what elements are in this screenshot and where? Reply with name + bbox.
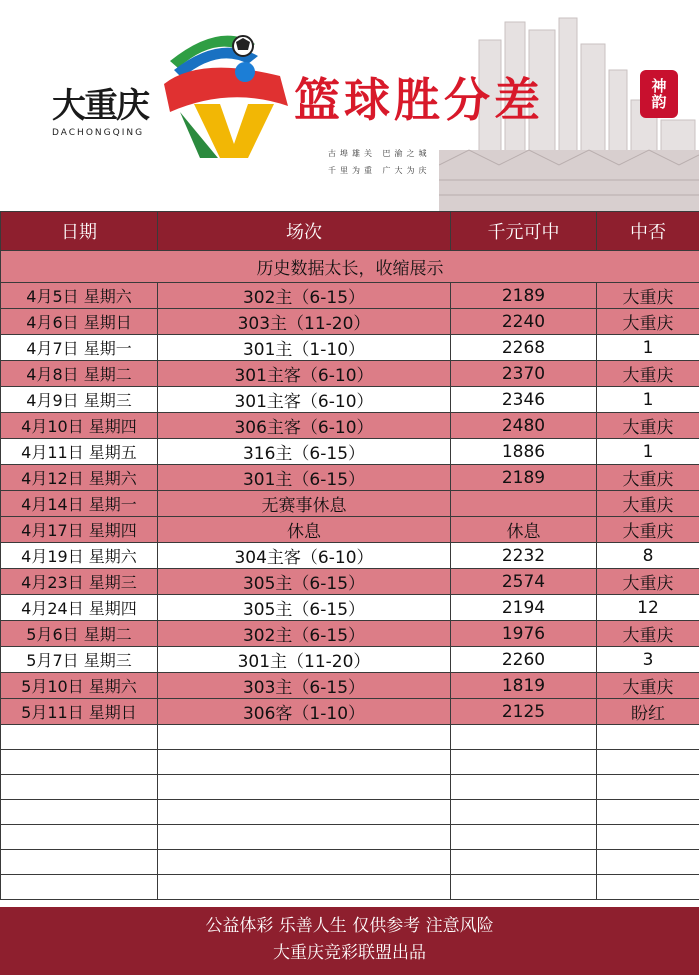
empty-row [1,875,699,900]
cell-amount: 2125 [451,699,597,725]
cell-amount: 1819 [451,673,597,699]
cell-match: 301主（1-10） [158,335,451,361]
cell-date: 4月23日 星期三 [1,569,158,595]
cell-date: 4月12日 星期六 [1,465,158,491]
cell-result: 8 [597,543,699,569]
cell-amount: 2260 [451,647,597,673]
cell-result: 3 [597,647,699,673]
notice-text: 历史数据太长，收缩展示 [1,251,699,283]
collapsed-history-notice[interactable] [1,251,699,283]
cell-amount: 2370 [451,361,597,387]
cell-match: 304主客（6-10） [158,543,451,569]
table-row [1,673,699,699]
results-table [0,211,699,900]
table-row [1,361,699,387]
cell-date: 4月8日 星期二 [1,361,158,387]
slogan [328,145,528,179]
table-row [1,517,699,543]
header-amount: 千元可中 [451,212,597,251]
cell-match: 306客（1-10） [158,699,451,725]
empty-row [1,825,699,850]
banner [0,0,699,211]
empty-row [1,775,699,800]
table-row [1,569,699,595]
slogan-line: 古埠雄关 巴渝之城 [328,149,431,158]
footer-producer: 大重庆竞彩联盟出品 [273,943,426,963]
cell-match: 302主（6-15） [158,621,451,647]
cell-date: 5月11日 星期日 [1,699,158,725]
cell-amount: 2346 [451,387,597,413]
cell-result: 大重庆 [597,283,699,309]
cell-date: 4月10日 星期四 [1,413,158,439]
cell-amount: 休息 [451,517,597,543]
table-row [1,309,699,335]
table-row [1,595,699,621]
cell-date: 4月19日 星期六 [1,543,158,569]
brand-pinyin: DACHONGQING [52,128,145,138]
cell-date: 4月9日 星期三 [1,387,158,413]
cell-result: 大重庆 [597,465,699,491]
cell-result: 大重庆 [597,517,699,543]
brand-name: 大重庆 [52,86,148,126]
cell-match: 无赛事休息 [158,491,451,517]
table-row [1,621,699,647]
cell-result: 1 [597,387,699,413]
cell-amount: 2268 [451,335,597,361]
cell-result: 大重庆 [597,491,699,517]
table-row [1,543,699,569]
cell-date: 5月10日 星期六 [1,673,158,699]
table-row [1,335,699,361]
cell-match: 305主（6-15） [158,595,451,621]
cell-amount: 1886 [451,439,597,465]
table-row [1,413,699,439]
cell-match: 306主客（6-10） [158,413,451,439]
cell-match: 301主（11-20） [158,647,451,673]
empty-row [1,725,699,750]
cell-result: 大重庆 [597,673,699,699]
cell-date: 5月7日 星期三 [1,647,158,673]
emblem-icon [160,26,300,161]
cell-date: 5月6日 星期二 [1,621,158,647]
cell-match: 301主客（6-10） [158,387,451,413]
cell-result: 大重庆 [597,413,699,439]
cell-amount: 2189 [451,465,597,491]
cell-date: 4月24日 星期四 [1,595,158,621]
empty-row [1,750,699,775]
cell-result: 大重庆 [597,309,699,335]
cell-result: 1 [597,335,699,361]
game-title: 篮球胜分差 [294,73,544,127]
cell-result: 大重庆 [597,621,699,647]
cell-amount: 2240 [451,309,597,335]
cell-amount: 2189 [451,283,597,309]
empty-row [1,800,699,825]
cell-match: 303主（6-15） [158,673,451,699]
cell-amount: 2480 [451,413,597,439]
table-row [1,647,699,673]
cell-amount [451,491,597,517]
cell-result: 1 [597,439,699,465]
table-row [1,387,699,413]
cell-match: 休息 [158,517,451,543]
cell-amount: 2194 [451,595,597,621]
cell-result: 12 [597,595,699,621]
cell-match: 301主客（6-10） [158,361,451,387]
table-row [1,283,699,309]
table-row [1,465,699,491]
table-row [1,699,699,725]
cell-result: 大重庆 [597,569,699,595]
cell-match: 316主（6-15） [158,439,451,465]
table-row [1,439,699,465]
header-match: 场次 [158,212,451,251]
empty-row [1,850,699,875]
cell-result: 盼红 [597,699,699,725]
table-header-row [1,212,699,251]
cell-amount: 2232 [451,543,597,569]
cell-date: 4月11日 星期五 [1,439,158,465]
cell-date: 4月17日 星期四 [1,517,158,543]
red-seal-stamp: 神韵 [640,70,678,118]
cell-match: 305主（6-15） [158,569,451,595]
table-row [1,491,699,517]
slogan-line: 千里为重 广大为庆 [328,166,431,175]
cell-date: 4月7日 星期一 [1,335,158,361]
cell-amount: 2574 [451,569,597,595]
cell-result: 大重庆 [597,361,699,387]
cell-match: 302主（6-15） [158,283,451,309]
cell-date: 4月5日 星期六 [1,283,158,309]
cell-date: 4月6日 星期日 [1,309,158,335]
header-result: 中否 [597,212,699,251]
cell-amount: 1976 [451,621,597,647]
cell-match: 301主（6-15） [158,465,451,491]
header-date: 日期 [1,212,158,251]
cell-date: 4月14日 星期一 [1,491,158,517]
footer [0,907,699,975]
cell-match: 303主（11-20） [158,309,451,335]
footer-disclaimer: 公益体彩 乐善人生 仅供参考 注意风险 [205,916,494,936]
